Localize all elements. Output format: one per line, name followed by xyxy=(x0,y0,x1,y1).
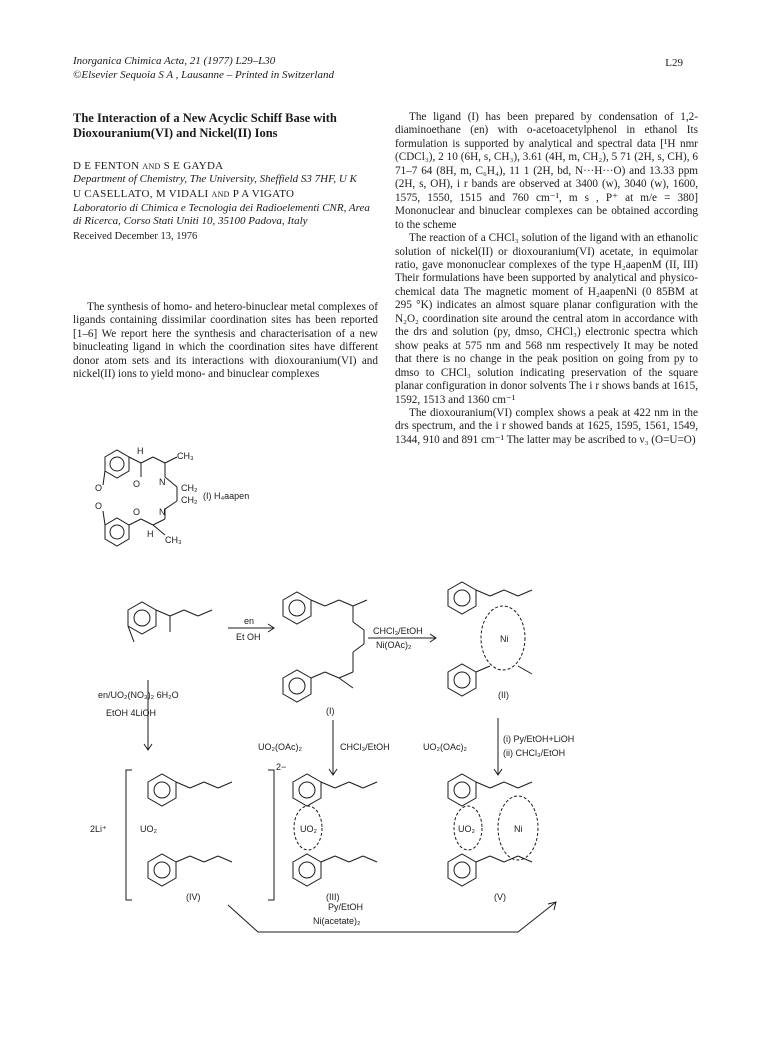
author-block xyxy=(73,158,373,243)
compound-label-I: (I) xyxy=(326,706,335,716)
label-mid-solvent: CHCl₃/EtOH xyxy=(340,742,390,752)
nickel-label-II: Ni xyxy=(500,634,509,644)
publisher-line: ©Elsevier Sequoia S A , Lausanne – Printed in Switzerland xyxy=(73,69,334,81)
svg-text:CH₃: CH₃ xyxy=(165,535,182,545)
label-en: en xyxy=(244,616,255,626)
svg-text:O: O xyxy=(95,501,103,511)
paragraph-reaction: The reaction of a CHCl₃ solution of the ligand with an ethanolic solution of nickel(II) or dioxouranium(VI) acetate, in equimolar ratio, gave mononuclear complexes of the type H₂aapenM (II, III) Their formulations have been supported by analytical and physico-chemical data The magnetic moment of H₂aapenNi (0 85BM at 295 °K) indicates an almost square planar configuration with the N₂O₂ coordination site around the central atom in accordance with the drs and solution (py, dmso, CHCl₃) electronic spectra which show peaks at 575 nm and 568 nm respectively It may be noted that there is no change in the peak position on going from py to dmso to CHCl₃ solution indicating preservation of the square planar configuration in donor solvents The i r shows bands at 1615, 1592, 1513 and 1360 cm⁻¹ xyxy=(395,232,698,406)
authors-group-2: U CASELLATO, M VIDALI and P A VIGATO xyxy=(73,188,295,201)
right-column xyxy=(395,111,698,447)
page-number: L29 xyxy=(665,57,683,69)
svg-text:N: N xyxy=(159,477,166,487)
svg-text:H: H xyxy=(147,529,154,539)
authors-group-1: D E FENTON and S E GAYDA xyxy=(73,160,224,172)
label-uo2-acetate-mid: UO₂(OAc)₂ xyxy=(258,742,302,752)
benzene-ring-bottom xyxy=(105,518,129,546)
structure-I xyxy=(283,592,367,702)
uranyl-label-V: UO₂ xyxy=(458,824,475,834)
affiliation-2: Laboratorio di Chimica e Tecnologia dei Radioelementi CNR, Area di Ricerca, Corso Stati Uniti 10, 35100 Padova, Italy xyxy=(73,201,370,227)
label-bottom-solvent: Py/EtOH xyxy=(328,902,364,912)
compound-label-IV: (IV) xyxy=(186,892,201,902)
article-title: The Interaction of a New Acyclic Schiff Base with Dioxouranium(VI) and Nickel(II) Ions xyxy=(73,111,337,140)
svg-text:H: H xyxy=(137,446,144,456)
paragraph-ligand: The ligand (I) has been prepared by condensation of 1,2-diaminoethane (en) with o-acetoacetylphenol in ethanol Its formulation is supported by analytical and spectral data [¹H nmr (CDCl₃), 2 10 (6H, s, CH₃), 3.61 (4H, m, CH₂), 5 71 (2H, s, CH), 6 71–7 64 (8H, m, C₆H₄), 11 1 (2H, bd, N···H···O) and 13.33 ppm (2H, s, OH), i r bands are observed at 3400 (w), 3040 (w), 1600, 1575, 1550, 1515 and 760 cm⁻¹, m s , P⁺ at m/e = 380] Mononuclear and binuclear complexes can be obtained according to the scheme xyxy=(395,111,698,231)
label-etoh-lioh: EtOH 4LiOH xyxy=(106,708,157,718)
label-uo2-nitrate: en/UO₂(NO₃)₂ 6H₂O xyxy=(98,690,179,700)
reactant-structure xyxy=(128,602,212,642)
ligand-label: (I) H₄aapen xyxy=(203,491,250,501)
label-ni-solvent: CHCl₃/EtOH xyxy=(373,626,423,636)
compound-label-II: (II) xyxy=(498,690,509,700)
label-right-step-1: (i) Py/EtOH+LiOH xyxy=(503,734,575,744)
compound-label-V: (V) xyxy=(494,892,506,902)
svg-text:CH₂: CH₂ xyxy=(181,483,198,493)
label-uo2-acetate-right: UO₂(OAc)₂ xyxy=(423,742,467,752)
charge-label: 2− xyxy=(276,762,287,772)
label-right-step-2: (ii) CHCl₃/EtOH xyxy=(503,748,566,758)
label-etoh: Et OH xyxy=(236,632,261,642)
abstract: The synthesis of homo- and hetero-binuclear metal complexes of ligands containing dissimilar coordination sites has been reported [1–6] We report here the synthesis and characterisation of a new binucleating ligand in which the coordination sites have different donor atom sets and its interactions with dioxouranium(VI) and nickel(II) ions to yield mono- and binuclear complexes xyxy=(73,301,378,381)
reaction-scheme xyxy=(78,570,698,940)
arrow-bottom xyxy=(228,902,556,932)
svg-text:O: O xyxy=(95,483,103,493)
paragraph-uranium: The dioxouranium(VI) complex shows a peak at 422 nm in the drs spectrum, and the i r showed bands at 1625, 1595, 1561, 1549, 1344, 910 and 891 cm⁻¹ The latter may be ascribed to ν₃ (O=U=O) xyxy=(395,406,698,446)
structure-IV xyxy=(126,770,274,900)
counter-ion-label: 2Li⁺ xyxy=(90,824,107,834)
label-bottom-reagent: Ni(acetate)₂ xyxy=(313,916,361,926)
benzene-ring-top xyxy=(105,450,129,478)
svg-text:CH₃: CH₃ xyxy=(177,451,194,461)
svg-text:CH₂: CH₂ xyxy=(181,495,198,505)
received-date: Received December 13, 1976 xyxy=(73,231,198,243)
journal-citation: Inorganica Chimica Acta, 21 (1977) L29–L30 xyxy=(73,55,276,67)
journal-header xyxy=(73,54,334,82)
ligand-structure-figure xyxy=(85,445,295,557)
uranyl-label-IV: UO₂ xyxy=(140,824,157,834)
svg-text:O: O xyxy=(133,479,141,489)
structure-II xyxy=(448,582,532,696)
svg-text:N: N xyxy=(159,507,166,517)
uranyl-label-III: UO₂ xyxy=(300,824,317,834)
compound-label-III: (III) xyxy=(326,892,340,902)
svg-text:O: O xyxy=(133,507,141,517)
nickel-label-V: Ni xyxy=(514,824,523,834)
affiliation-1: Department of Chemistry, The University, Sheffield S3 7HF, U K xyxy=(73,173,357,186)
label-ni-reagent: Ni(OAc)₂ xyxy=(376,640,412,650)
